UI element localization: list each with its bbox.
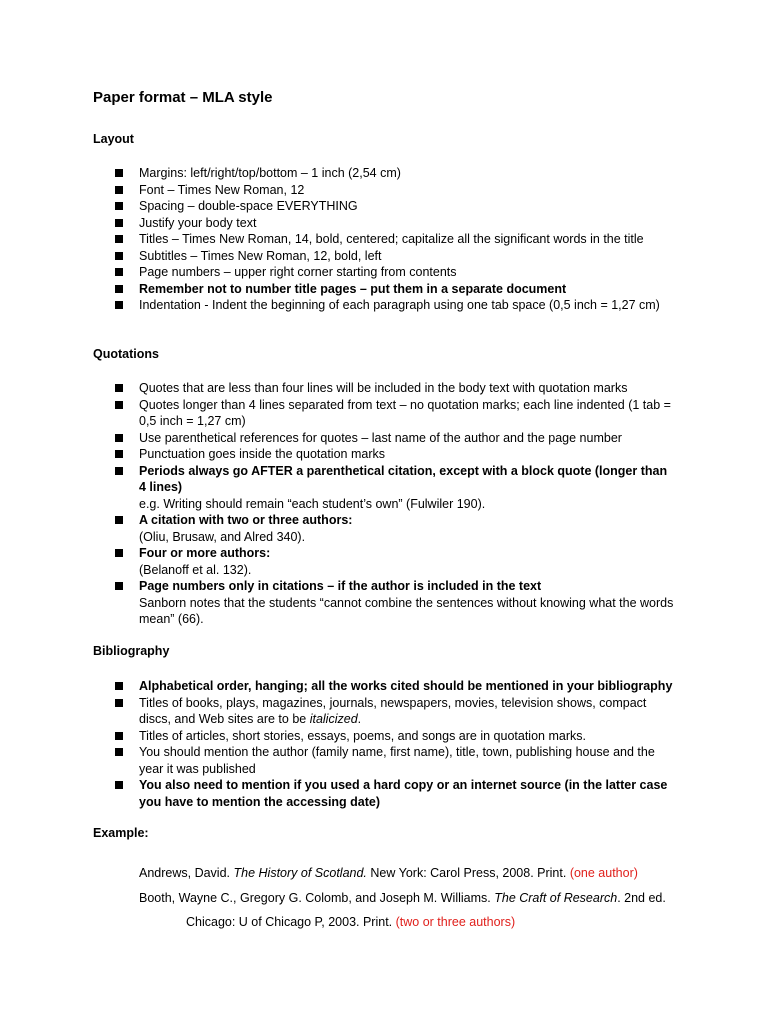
- list-item: A citation with two or three authors: (Oliu, Brusaw, and Alred 340).: [115, 512, 675, 545]
- bibliography-entry-2: Booth, Wayne C., Gregory G. Colomb, and Joseph M. Williams. The Craft of Research. 2nd ed.: [139, 891, 666, 905]
- list-item: Titles – Times New Roman, 14, bold, centered; capitalize all the significant words in the title: [115, 231, 675, 248]
- bullet-square-icon: [115, 301, 123, 309]
- bullet-square-icon: [115, 549, 123, 557]
- page-title: Paper format – MLA style: [93, 89, 273, 106]
- bullet-square-icon: [115, 401, 123, 409]
- bullet-square-icon: [115, 219, 123, 227]
- bullet-square-icon: [115, 732, 123, 740]
- example-citation: (Belanoff et al. 132).: [139, 562, 252, 577]
- list-item: Font – Times New Roman, 12: [115, 182, 675, 199]
- bullet-square-icon: [115, 748, 123, 756]
- list-item: Subtitles – Times New Roman, 12, bold, left: [115, 248, 675, 265]
- bullet-square-icon: [115, 235, 123, 243]
- list-item: Periods always go AFTER a parenthetical citation, except with a block quote (longer than 4 lines) e.g. Writing should remain “each student’s own” (Fulwiler 190).: [115, 463, 675, 513]
- bullet-square-icon: [115, 434, 123, 442]
- entry-note: (one author): [569, 866, 638, 880]
- list-item: You also need to mention if you used a hard copy or an internet source (in the latter case you have to mention the accessing date): [115, 777, 675, 810]
- bullet-square-icon: [115, 467, 123, 475]
- bullet-square-icon: [115, 516, 123, 524]
- section-heading-example: Example:: [93, 826, 149, 840]
- list-item: Remember not to number title pages – put them in a separate document: [115, 281, 675, 298]
- section-heading-quotations: Quotations: [93, 347, 159, 361]
- example-citation: (Oliu, Brusaw, and Alred 340).: [139, 529, 306, 544]
- bullet-square-icon: [115, 781, 123, 789]
- bibliography-list: [115, 678, 675, 810]
- list-item: Titles of books, plays, magazines, journals, newspapers, movies, television shows, compact discs, and Web sites are to be italicized.: [115, 695, 675, 728]
- list-item: Justify your body text: [115, 215, 675, 232]
- entry-note: (two or three authors): [395, 915, 516, 929]
- example-citation: Sanborn notes that the students “cannot combine the sentences without knowing what the words mean” (66).: [139, 595, 674, 626]
- list-item: Quotes longer than 4 lines separated from text – no quotation marks; each line indented (1 tab = 0,5 inch = 1,27 cm): [115, 397, 675, 430]
- layout-list: [115, 165, 675, 314]
- section-heading-layout: Layout: [93, 132, 134, 146]
- bullet-square-icon: [115, 268, 123, 276]
- list-item: Alphabetical order, hanging; all the works cited should be mentioned in your bibliography: [115, 678, 675, 695]
- example-citation: e.g. Writing should remain “each student’s own” (Fulwiler 190).: [139, 496, 486, 511]
- list-item: Page numbers – upper right corner starting from contents: [115, 264, 675, 281]
- list-item: You should mention the author (family name, first name), title, town, publishing house and the year it was published: [115, 744, 675, 777]
- bullet-square-icon: [115, 384, 123, 392]
- list-item: Four or more authors: (Belanoff et al. 132).: [115, 545, 675, 578]
- bullet-square-icon: [115, 186, 123, 194]
- list-item: Titles of articles, short stories, essays, poems, and songs are in quotation marks.: [115, 728, 675, 745]
- list-item: Quotes that are less than four lines will be included in the body text with quotation marks: [115, 380, 675, 397]
- bullet-square-icon: [115, 582, 123, 590]
- bullet-square-icon: [115, 699, 123, 707]
- list-item: Punctuation goes inside the quotation marks: [115, 446, 675, 463]
- bullet-square-icon: [115, 682, 123, 690]
- bullet-square-icon: [115, 202, 123, 210]
- bibliography-entry-1: Andrews, David. The History of Scotland. New York: Carol Press, 2008. Print. (one author): [139, 866, 638, 880]
- list-item: Margins: left/right/top/bottom – 1 inch (2,54 cm): [115, 165, 675, 182]
- list-item: Spacing – double-space EVERYTHING: [115, 198, 675, 215]
- bullet-square-icon: [115, 450, 123, 458]
- bullet-square-icon: [115, 252, 123, 260]
- bullet-square-icon: [115, 169, 123, 177]
- section-heading-bibliography: Bibliography: [93, 644, 170, 658]
- list-item: Page numbers only in citations – if the author is included in the text Sanborn notes that the students “cannot combine the sentences without knowing what the words mean” (66).: [115, 578, 675, 628]
- quotations-list: [115, 380, 675, 628]
- bullet-square-icon: [115, 285, 123, 293]
- bibliography-entry-2-hanging-line: Chicago: U of Chicago P, 2003. Print. (two or three authors): [186, 915, 516, 929]
- list-item: Use parenthetical references for quotes – last name of the author and the page number: [115, 430, 675, 447]
- list-item: Indentation - Indent the beginning of each paragraph using one tab space (0,5 inch = 1,27 cm): [115, 297, 675, 314]
